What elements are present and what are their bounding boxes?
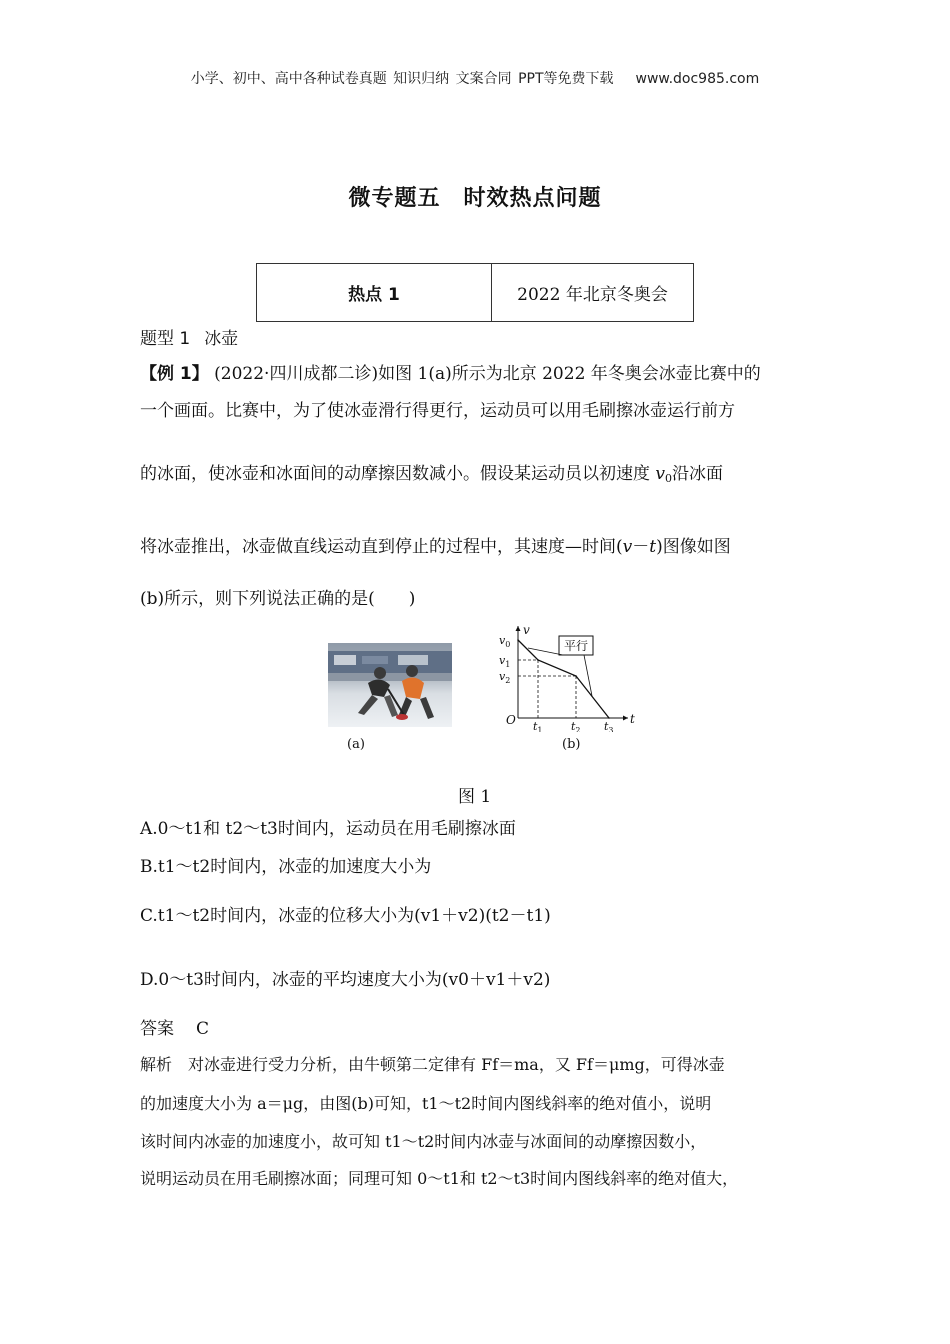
option-c: C.t1～t2时间内，冰壶的位移大小为(v1＋v2)(t2－t1) xyxy=(140,906,551,926)
x-tick-t3: $t_3$ xyxy=(604,720,614,732)
parallel-leader-2 xyxy=(584,655,592,696)
y-tick-v0: $v_0$ xyxy=(499,634,511,649)
option-b: B.t1～t2时间内，冰壶的加速度大小为 xyxy=(140,857,432,877)
hotspot-label: 热点 1 xyxy=(257,264,492,321)
y-axis-label: v xyxy=(523,623,530,637)
hotspot-table xyxy=(256,263,694,322)
page-header xyxy=(0,68,950,88)
x-axis-arrow xyxy=(623,716,628,721)
section-heading xyxy=(140,328,238,350)
series-point-1 xyxy=(537,659,539,661)
x-tick-t2: $t_2$ xyxy=(571,720,581,732)
page-title: 微专题五 时效热点问题 xyxy=(348,186,602,211)
example-source: (2022·四川成都二诊) xyxy=(214,364,379,384)
example-line-1 xyxy=(140,363,761,385)
caption-a: (a) xyxy=(347,737,365,752)
hotspot-topic: 2022 年北京冬奥会 xyxy=(517,285,668,305)
answer xyxy=(140,1018,209,1040)
series-point-0 xyxy=(517,639,519,641)
example-line-5: (b)所示，则下列说法正确的是( ) xyxy=(140,589,416,609)
example-line-2: 一个画面。比赛中，为了使冰壶滑行得更行，运动员可以用毛刷擦冰壶运行前方 xyxy=(140,401,735,421)
option-a: A.0～t1和 t2～t3时间内，运动员在用毛刷擦冰面 xyxy=(140,819,516,839)
analysis-line-4: 说明运动员在用毛刷擦冰面；同理可知 0～t1和 t2～t3时间内图线斜率的绝对值大， xyxy=(140,1169,739,1188)
x-tick-t1: $t_1$ xyxy=(533,720,543,732)
curling-photo-drawing xyxy=(328,643,452,727)
example-line-4: 将冰壶推出，冰壶做直线运动直到停止的过程中，其速度—时间(v－t)图像如图 xyxy=(140,537,731,557)
y-tick-v1: $v_1$ xyxy=(499,654,511,669)
vt-graph xyxy=(496,622,636,732)
x-axis-label: t xyxy=(630,712,635,726)
parallel-leader-1 xyxy=(528,648,563,655)
answer-label: 答案 xyxy=(140,1019,174,1039)
analysis-line-2: 的加速度大小为 a＝μg，由图(b)可知，t1～t2时间内图线斜率的绝对值小，说明 xyxy=(140,1094,712,1113)
section-name: 冰壶 xyxy=(204,329,239,349)
header-text: 小学、初中、高中各种试卷真题 知识归纳 文案合同 PPT等免费下载 xyxy=(190,71,614,87)
example-tag: 【例 1】 xyxy=(140,364,209,384)
series-point-3 xyxy=(608,717,610,719)
header-url[interactable]: www.doc985.com xyxy=(635,71,760,87)
example-text-1: 如图 1(a)所示为北京 2022 年冬奥会冰壶比赛中的 xyxy=(378,364,761,384)
y-tick-v2: $v_2$ xyxy=(499,670,511,685)
y-axis-arrow xyxy=(516,626,521,631)
section-label: 题型 1 xyxy=(140,329,191,349)
example-line-3: 的冰面，使冰壶和冰面间的动摩擦因数减小。假设某运动员以初速度 $v_0$沿冰面 xyxy=(140,464,724,485)
analysis-line-3: 该时间内冰壶的加速度小，故可知 t1～t2时间内冰壶与冰面间的动摩擦因数小， xyxy=(140,1132,707,1151)
origin-label: O xyxy=(506,713,516,727)
caption-b: (b) xyxy=(562,737,581,752)
curling-photo xyxy=(328,643,452,727)
answer-value: C xyxy=(196,1019,210,1039)
figure-label: 图 1 xyxy=(458,787,492,807)
option-d: D.0～t3时间内，冰壶的平均速度大小为(v0＋v1＋v2) xyxy=(140,970,551,990)
analysis-label: 解析 xyxy=(140,1055,173,1074)
analysis-line-1: 解析 对冰壶进行受力分析，由牛顿第二定律有 Ff＝ma，又 Ff＝μmg，可得冰壶 xyxy=(140,1055,725,1074)
parallel-label: 平行 xyxy=(564,639,589,653)
series-point-2 xyxy=(575,675,577,677)
